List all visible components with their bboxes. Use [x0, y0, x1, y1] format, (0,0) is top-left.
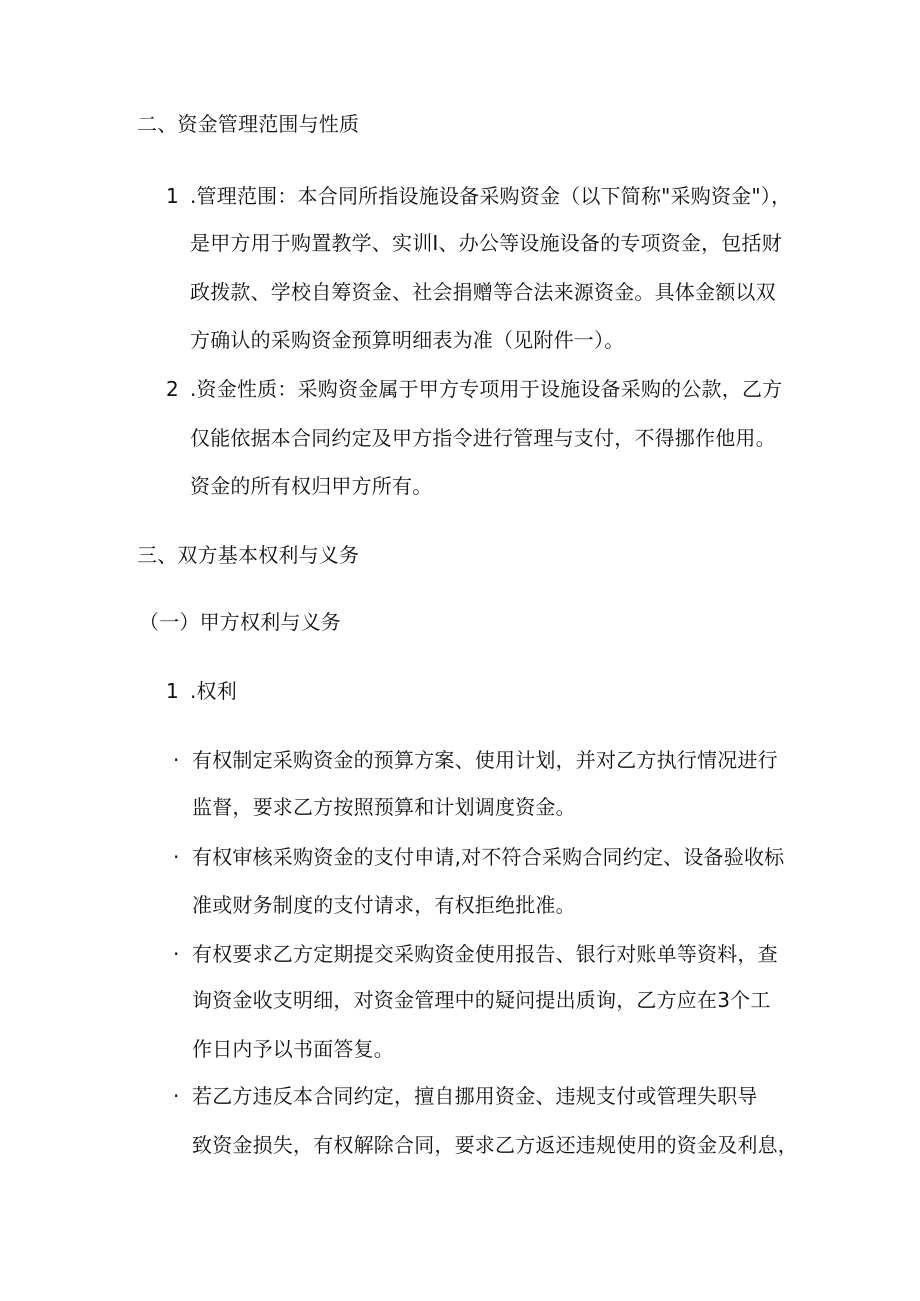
section-heading-3: 三、双方基本权利与义务: [137, 543, 360, 567]
bullet-line: 询资金收支明细，对资金管理中的疑问提出质询，乙方应在3个工: [192, 988, 771, 1012]
paragraph-line: .管理范围：本合同所指设施设备采购资金（以下简称"采购资金"），: [190, 184, 792, 208]
bullet-line: 致资金损失，有权解除合同，要求乙方返还违规使用的资金及利息，: [192, 1133, 798, 1157]
bullet-line: 有权审核采购资金的支付申请,对不符合采购合同约定、设备验收标: [192, 845, 785, 869]
rights-number: 1: [166, 679, 179, 703]
paragraph-line: 政拨款、学校自筹资金、社会捐赠等合法来源资金。具体金额以双: [190, 280, 776, 304]
rights-label: .权利: [190, 679, 237, 703]
section-heading-2: 二、资金管理范围与性质: [137, 112, 360, 136]
bullet-line: 作日内予以书面答复。: [192, 1037, 394, 1061]
bullet-icon: ·: [173, 942, 180, 966]
bullet-icon: ·: [173, 845, 180, 869]
bullet-line: 有权要求乙方定期提交采购资金使用报告、银行对账单等资料，查: [192, 942, 778, 966]
bullet-icon: ·: [173, 1084, 180, 1108]
paragraph-line: 方确认的采购资金预算明细表为准（见附件一）。: [190, 328, 625, 352]
bullet-line: 准或财务制度的支付请求，有权拒绝批准。: [192, 893, 576, 917]
bullet-line: 监督，要求乙方按照预算和计划调度资金。: [192, 795, 576, 819]
paragraph-line: 是甲方用于购置教学、实训I、办公等设施设备的专项资金，包括财: [190, 231, 782, 255]
paragraph-line: 资金的所有权归甲方所有。: [190, 474, 433, 498]
bullet-line: 若乙方违反本合同约定，擅自挪用资金、违规支付或管理失职导: [192, 1084, 758, 1108]
item-number-1: 1: [166, 184, 179, 208]
paragraph-line: .资金性质：采购资金属于甲方专项用于设施设备采购的公款，乙方: [190, 377, 783, 401]
bullet-icon: ·: [173, 748, 180, 772]
bullet-line: 有权制定采购资金的预算方案、使用计划，并对乙方执行情况进行: [192, 748, 778, 772]
subsection-heading: （一）甲方权利与义务: [139, 610, 341, 634]
item-number-2: 2: [166, 377, 179, 401]
paragraph-line: 仅能依据本合同约定及甲方指令进行管理与支付，不得挪作他用。: [190, 426, 776, 450]
